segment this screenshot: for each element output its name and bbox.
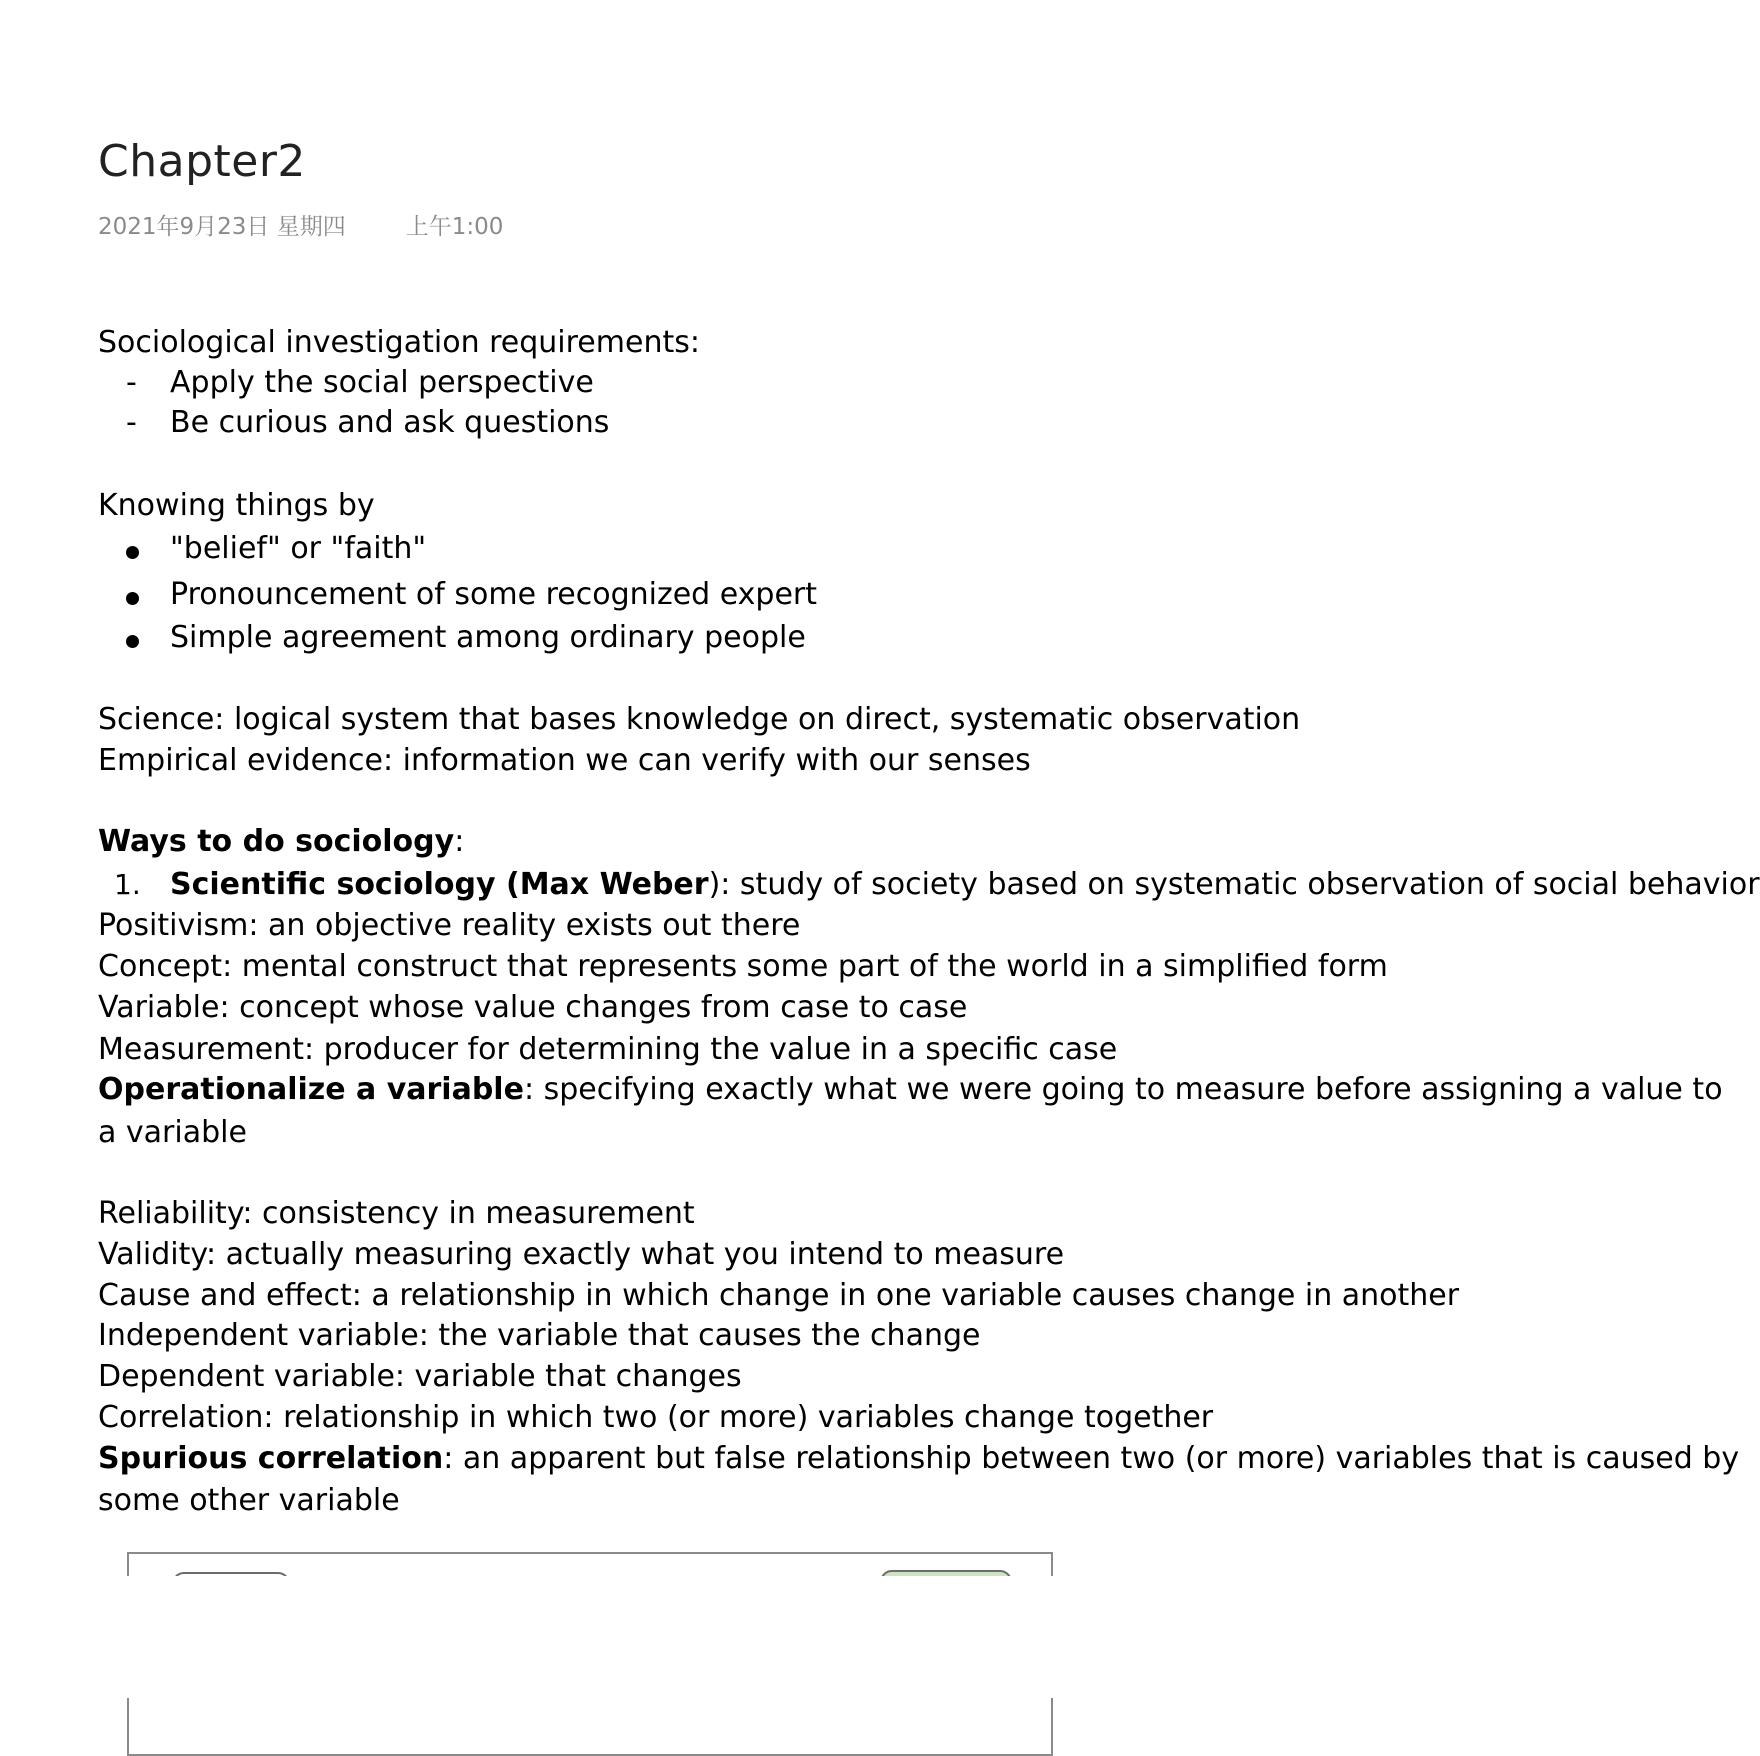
definition-variable: Variable: concept whose value changes from case to case	[98, 990, 968, 1025]
definition-concept: Concept: mental construct that represents some part of the world in a simplified form	[98, 949, 1388, 984]
definition-operationalize-cont: a variable	[98, 1115, 247, 1150]
operationalize-rest: : specifying exactly what we were going to measure before assigning a value to	[523, 1072, 1723, 1107]
page-date: 2021年9月23日 星期四	[98, 214, 346, 240]
definition-empirical: Empirical evidence: information we can verify with our senses	[98, 743, 1031, 778]
page-bottom-margin	[0, 1576, 1200, 1698]
page-time: 上午1:00	[405, 214, 504, 240]
operationalize-bold: Operationalize a variable	[98, 1072, 524, 1107]
dash-marker: -	[126, 365, 137, 400]
ways-heading-bold: Ways to do sociology	[98, 824, 455, 859]
list-item: Be curious and ask questions	[170, 405, 610, 440]
knowing-heading: Knowing things by	[98, 488, 375, 523]
definition-validity: Validity: actually measuring exactly what you intend to measure	[98, 1237, 1065, 1272]
definition-positivism: Positivism: an objective reality exists out there	[98, 908, 801, 943]
definition-dependent: Dependent variable: variable that changes	[98, 1359, 742, 1394]
bullet-icon	[126, 592, 139, 605]
list-item: Pronouncement of some recognized expert	[170, 577, 818, 612]
definition-science: Science: logical system that bases knowledge on direct, systematic observation	[98, 702, 1301, 737]
definition-spurious-cont: some other variable	[98, 1483, 400, 1518]
list-item: Simple agreement among ordinary people	[170, 620, 806, 655]
numbered-marker: 1.	[114, 868, 141, 901]
bullet-icon	[126, 635, 139, 648]
definition-correlation: Correlation: relationship in which two (or more) variables change together	[98, 1400, 1214, 1435]
ways-heading-colon: :	[454, 824, 465, 859]
requirements-heading: Sociological investigation requirements:	[98, 325, 700, 360]
ways-heading	[98, 823, 464, 861]
numbered-item	[170, 866, 1760, 904]
spurious-rest: : an apparent but false relationship between two (or more) variables that is caused by	[443, 1441, 1740, 1476]
page-timestamp	[98, 208, 503, 241]
numbered-item-bold: Scientific sociology (Max Weber	[170, 867, 709, 902]
definition-operationalize	[98, 1071, 1723, 1109]
list-item: Apply the social perspective	[170, 365, 594, 400]
definition-spurious	[98, 1440, 1739, 1478]
page-title: Chapter2	[98, 136, 306, 187]
definition-cause: Cause and effect: a relationship in which change in one variable causes change in another	[98, 1278, 1460, 1313]
definition-reliability: Reliability: consistency in measurement	[98, 1196, 695, 1231]
definition-independent: Independent variable: the variable that causes the change	[98, 1318, 981, 1353]
spurious-bold: Spurious correlation	[98, 1441, 444, 1476]
bullet-icon	[126, 546, 139, 559]
dash-marker: -	[126, 405, 137, 440]
numbered-item-rest: ): study of society based on systematic observation of social behavior	[708, 867, 1760, 902]
definition-measurement: Measurement: producer for determining the value in a specific case	[98, 1032, 1118, 1067]
list-item: "belief" or "faith"	[170, 531, 427, 566]
